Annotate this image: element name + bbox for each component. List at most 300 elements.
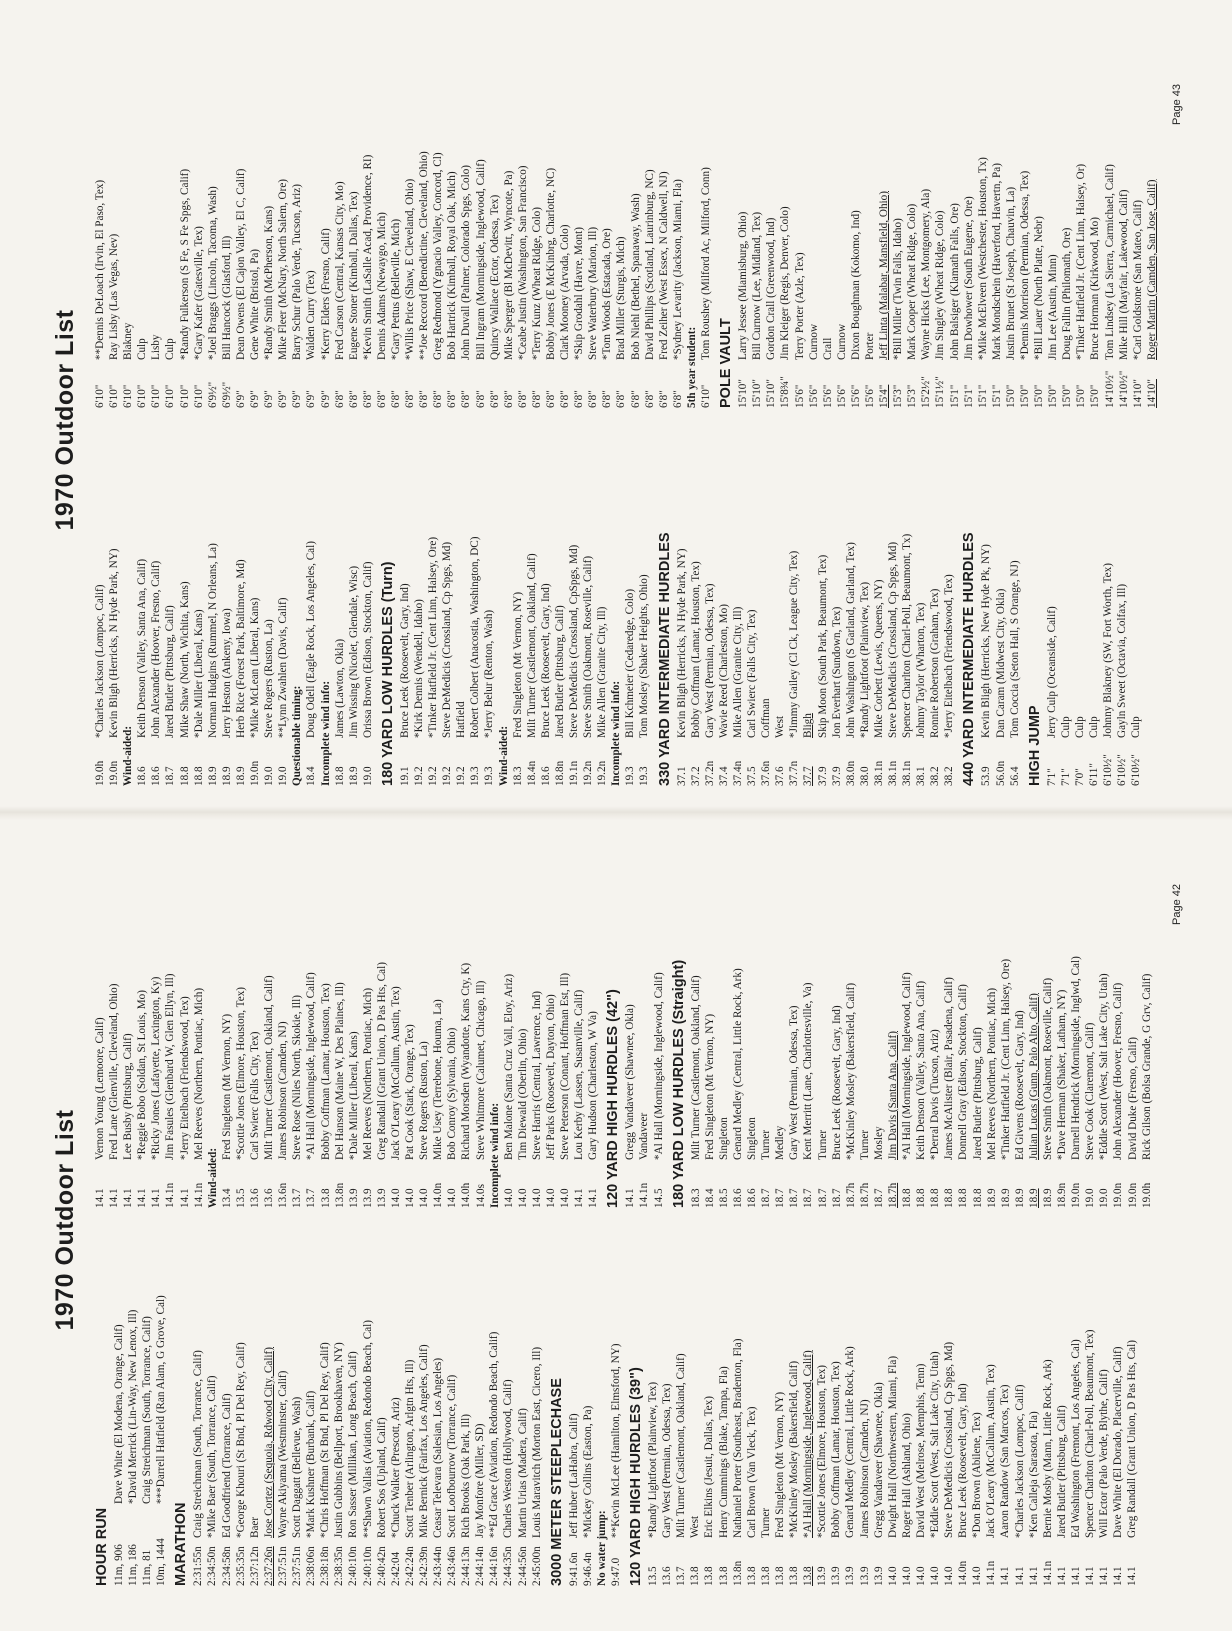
result-mark: 14.0 [530,1188,543,1208]
athlete-entry: Dave White (El Modena, Orange, Calif) [113,1324,125,1504]
result-mark: 6'8" [347,390,360,408]
result-mark: 56.4 [1008,766,1021,786]
result-row [1101,426,1115,786]
result-mark: 14.1 [150,1188,163,1208]
result-mark: 18.4 [703,1188,716,1208]
result-mark: 18.7h [858,1182,871,1208]
athlete-entry: Jared Butler (Pittsburg, Calif) [553,605,566,738]
result-row [206,426,220,786]
result-row [347,48,361,408]
athlete-entry: Lisby [150,334,163,360]
result-row [1027,848,1041,1208]
result-mark: 18.9 [347,766,360,786]
result-row [928,1226,942,1586]
athlete-entry: Culp [1059,716,1072,738]
athlete-entry: *Mike McElveen (Westchester, Houston, Tx) [976,157,989,360]
athlete-entry: Ron Sasser (Millikan, Long Beach, Calif) [347,1351,360,1538]
left-column [93,1226,1139,1586]
result-row [135,848,149,1208]
result-row [609,1226,623,1586]
result-row [502,48,516,408]
result-row [290,1226,304,1586]
result-row [1004,48,1018,408]
result-row [403,1226,417,1586]
result-mark: 6'8" [333,390,346,408]
result-mark: 2:35:35n [234,1546,247,1586]
result-mark: 14.1 [122,1188,135,1208]
result-mark: 18.9 [220,766,233,786]
result-mark: 38.0 [858,766,871,786]
result-row [1041,1226,1055,1586]
event-heading: HIGH JUMP [1026,705,1043,786]
result-mark: 6'9" [291,390,304,408]
athlete-entry: Jack O'Leary (McCallum, Austin, Tex) [985,1364,998,1538]
result-mark: 13.8n [333,1182,346,1208]
athlete-entry: Vernon Young (Lemoore, Calif) [94,1017,106,1160]
athlete-entry: Culp [164,338,177,360]
result-row [192,848,206,1208]
result-row [971,848,985,1208]
result-mark: 14.0 [516,1188,529,1208]
result-row [816,426,830,786]
result-row [318,1226,332,1586]
result-row [121,48,135,408]
result-mark: 13.9 [844,1566,857,1586]
result-row [835,48,849,408]
result-mark: 13.9 [858,1566,871,1586]
athlete-entry: Mel Reeves (Northern, Pontiac, Mich) [985,987,998,1160]
result-row [149,848,163,1208]
athlete-entry: Steve Peterson (Conant, Hoffman Est, Ill) [559,972,572,1160]
result-row [248,848,262,1208]
athlete-entry: Rick Gilson (Bolsa Grande, G Grv, Calif) [1140,973,1153,1160]
athlete-entry: Charles Weston (Hollywood, Calif) [502,1379,515,1538]
result-row [220,848,234,1208]
result-mark: 6'8" [502,390,515,408]
result-row [962,48,976,408]
result-row [220,48,234,408]
athlete-entry: Ed Washington (Fremont, Los Angeles, Cal) [1069,1339,1082,1538]
result-mark: 15'6" [835,384,848,408]
athlete-entry: Steve Rose (Niles North, Skokie, Ill) [291,995,304,1160]
result-mark: 14.1 [999,1566,1012,1586]
athlete-entry: Lee Busby (Pittsburg, Calif) [122,1033,135,1160]
athlete-entry: Greg Randall (Grant Union, D Pas Hts, Cal) [1126,1340,1139,1538]
result-mark: 14.0 [446,1188,459,1208]
result-mark: 2:38:06n [305,1546,318,1586]
result-mark: 6'10" [164,384,177,408]
result-row [1059,426,1073,786]
athlete-entry: *Al Hall (Morningside, Inglewood, Calif) [305,972,318,1160]
athlete-entry: Steve DeMedicis (Crossland, Cp Spgs, Md) [441,541,454,738]
result-mark: 2:43:46n [446,1546,459,1586]
page-number: Page 42 [1171,884,1183,925]
result-mark: 18.8n [553,760,566,786]
result-row [637,848,651,1208]
result-row [999,848,1013,1208]
result-mark: 19.3 [638,766,651,786]
result-mark: 13.7 [675,1566,688,1586]
athlete-entry: *Kirk Dennis (Wendell, Idaho) [412,599,425,738]
result-row [431,1226,445,1586]
result-row [276,848,290,1208]
result-mark: 6'9½" [220,381,233,408]
result-mark: 13.9 [830,1566,843,1586]
athlete-entry: Turner [816,1129,829,1160]
athlete-entry: Jim Fasules (Glenbard W, Glen Ellyn, Ill) [164,973,177,1160]
result-mark: 15'1" [962,384,975,408]
result-mark: 15'6" [821,384,834,408]
result-row [93,426,107,786]
result-row [1097,848,1111,1208]
athlete-entry: Pat Cook (Stark, Orange, Tex) [404,1024,417,1160]
result-mark: 14.0n [432,1182,445,1208]
result-mark: 6'9" [305,390,318,408]
result-row [1140,848,1154,1208]
result-row [1032,48,1046,408]
athlete-entry: *Tinker Hatfield Jr. (Cent Linn, Halsey, Ore) [427,536,440,738]
result-mark: 14.1n [1041,1560,1054,1586]
result-mark: 2:42:04 [389,1551,402,1586]
athlete-entry: Gregg Vandaveer (Shawnee, Okla) [872,1382,885,1538]
athlete-entry: Bruce Leek (Roosevelt, Gary, Ind) [830,1005,843,1160]
athlete-entry: ***Darrell Hatfield (Ran Alam, G Grove, Cal) [155,1295,168,1504]
athlete-entry: *Randy Smith (McPherson, Kans) [263,205,276,360]
result-mark: 14.1 [587,1188,600,1208]
athlete-entry: *Charles Jackson (Lompoc, Calif) [1013,1384,1026,1538]
result-row [567,1226,581,1586]
athlete-entry: Aaron Randow (San Marcos, Tex) [999,1384,1012,1538]
result-mark: 6'9" [234,390,247,408]
result-mark: 19.0n [108,760,121,786]
result-mark: 2:34:58n [220,1546,233,1586]
athlete-entry: *Kevin Smith (LaSalle Acad, Providence, RI) [361,154,374,360]
result-mark: 15'6" [807,384,820,408]
result-mark: 14.1 [108,1188,121,1208]
result-row [333,426,347,786]
result-mark: 6'8" [474,390,487,408]
athlete-entry: Johnny Blakney (SW, Fort Worth, Tex) [1102,563,1115,738]
result-mark: 14.1 [1084,1566,1096,1586]
athlete-entry: Culp [1088,716,1100,738]
athlete-entry: Wavie Reed (Charleston, Mo) [717,604,730,738]
result-row [488,48,502,408]
result-row [731,848,745,1208]
result-mark: 18.9 [234,766,247,786]
result-row [361,48,375,408]
athlete-entry: Bill Curnow (Lee, Midland, Tex) [751,211,764,360]
result-row [1088,48,1102,408]
athlete-entry: *Al Hall (Morningside, Inglewood, Calif) [901,972,914,1160]
result-row [501,1226,515,1586]
athlete-entry: Singleton [717,1117,730,1160]
athlete-entry: Jerry Culp (Oceanside, Calif) [1045,606,1058,738]
athlete-entry: Scott Daggatt (Bellevue, Wash) [291,1396,304,1538]
result-row [778,48,792,408]
result-mark: 14.0 [418,1188,431,1208]
athlete-entry: Gene White (Bristol, Pa) [249,248,262,360]
result-mark: 6'8" [601,390,614,408]
athlete-entry: Clark Mooney (Arvada, Colo) [559,224,572,360]
result-row [919,48,933,408]
right-column [93,48,1159,408]
result-row [135,48,149,408]
result-mark: 18.8 [943,1188,956,1208]
result-mark: 19.0h [94,760,106,786]
athlete-entry: Gregg Vandaveer (Shawnee, Okla) [624,1004,637,1160]
sub-heading: Incomplete wind info: [319,680,332,786]
event-heading: HOUR RUN [94,1507,110,1586]
result-row [948,48,962,408]
left-column [93,426,1143,786]
result-row [248,426,262,786]
athlete-entry: Mark Mondschein (Haverford, Havertn, Pa) [990,163,1003,360]
athlete-entry: Ben Malone (Santa Cruz Vall, Eloy, Ariz) [502,973,515,1160]
result-mark: 14.0 [943,1566,956,1586]
result-row [473,1226,487,1586]
athlete-entry: Bobby Coffman (Lamar, Houston, Tex) [830,1361,843,1538]
result-mark: 13.8 [773,1566,786,1586]
athlete-entry: Turner [858,1129,871,1160]
result-row [1013,1226,1027,1586]
athlete-entry: *Kerry Elders (Fresno, Calif) [319,228,332,360]
athlete-entry: *Randy Lightfoot (Plainview, Tex) [858,581,871,738]
result-row [703,426,717,786]
result-mark: 53.9 [980,766,993,786]
athlete-entry: **Ed Grace (Aviation, Redondo Beach, Calif) [488,1331,501,1538]
result-mark: 6'10½" [1130,754,1143,786]
result-row [454,426,468,786]
event-heading: POLE VAULT [718,318,735,408]
athlete-entry: *Don Brown (Abilene, Tex) [971,1412,984,1538]
result-row [445,48,459,408]
result-mark: 14.1 [1112,1566,1125,1586]
result-mark: 14.0 [502,1188,515,1208]
athlete-entry: Mike Allen (Granite City, Ill) [731,606,744,738]
result-mark: 56.0n [994,760,1007,786]
result-row [1083,848,1097,1208]
result-mark: 7'0" [1073,768,1086,786]
athlete-entry: John Balsiger (Klamath Falls, Ore) [948,203,961,360]
result-row [994,426,1008,786]
athlete-entry: Bill Hancock (Glasford, Ill) [220,235,233,360]
result-mark: 18.6 [136,766,149,786]
athlete-entry: Carl Brown (Van Vleck, Tex) [745,1406,758,1538]
athlete-entry: **Lynn Zwahlen (Davis, Calif) [277,597,290,738]
result-mark: 18.9 [1013,1188,1026,1208]
result-row [787,848,801,1208]
athlete-entry: Justin Gubbins (Bellport, Brookhaven, NY) [333,1342,346,1538]
result-row [830,426,844,786]
athlete-entry: Kevin Bligh (Herricks, N Hyde Park, NY) [675,548,688,738]
athlete-entry: Ed Givens (Roosevelt, Gary, Ind) [1013,1010,1026,1160]
result-mark: 13.6 [661,1566,674,1586]
result-mark: 14'10" [1131,379,1144,408]
result-mark: 14.0 [914,1566,927,1586]
result-mark: 18.8 [971,1188,984,1208]
result-mark: 6'10" [178,384,191,408]
result-row [671,48,685,408]
result-row [637,426,651,786]
result-row [807,48,821,408]
result-mark: 18.9n [1056,1182,1069,1208]
result-mark: 19.0n [249,760,262,786]
result-row [984,1226,998,1586]
athlete-entry: Fred Singleton (Mt Vernon, NY) [511,591,524,738]
result-mark: 19.1n [568,760,580,786]
result-mark: 2:34:50n [206,1546,219,1586]
result-row [445,1226,459,1586]
athlete-entry: **Dennis DeLoach (Irvin, El Paso, Tex) [94,179,106,360]
athlete-entry: Steve Waterbury (Marion, Ill) [587,226,600,360]
result-row [787,426,801,786]
athlete-entry: Louis Maravitch (Morton East, Cicero, Ill) [530,1346,543,1538]
sub-heading: Wind-aided: [122,725,135,786]
athlete-entry: Milt Turner (Castlemont, Oakland, Calif) [263,975,276,1160]
result-row [652,848,666,1208]
result-mark: 37.5 [746,766,759,786]
page-43 [41,40,1191,800]
athlete-entry: Carl Swierc (Falls City, Tex) [746,609,759,738]
result-mark: 6'8" [657,390,670,408]
athlete-entry: Larry Jessee (Miamisburg, Ohio) [737,211,750,360]
athlete-entry: Jim Dowhower (South Eugene, Ore) [962,196,975,360]
athlete-entry: Ray Lisby (Las Vegas, Nev) [108,233,121,360]
athlete-entry: Gordon Crall (Greenwood, Ind) [765,217,778,360]
athlete-entry: Bruce Leek (Roosevelt, Gary, Ind) [539,583,552,738]
result-row [290,848,304,1208]
result-row [572,848,586,1208]
result-mark: 15'8¾" [779,376,792,408]
athlete-entry: *Tinker Hatfield Jr. (Cent Linn, Halsey, Ore) [999,958,1012,1160]
athlete-entry: Jeff Parks (Roosevelt, Dayton, Ohio) [545,994,557,1160]
athlete-entry: Jeff Linta (Malabar, Mansfield, Ohio) [878,191,891,360]
result-row [928,426,942,786]
athlete-entry: Wayne Akiyama (Westminster, Calif) [276,1370,289,1538]
athlete-entry: Mike Usey (Terrebone, Houma, La) [432,999,445,1160]
result-row [375,1226,389,1586]
result-row [234,426,248,786]
result-mark: 2:44:14n [474,1546,487,1586]
athlete-entry: *Dennis Morrison (Permian, Odessa, Tex) [1019,170,1031,360]
result-mark: 13.8 [703,1566,716,1586]
result-mark: 15'0" [1047,384,1060,408]
athlete-entry: Darnell Hendrick (Morningside, Inglwd, Cal) [1070,956,1083,1160]
result-row [689,426,703,786]
result-row [333,848,347,1208]
result-row [872,1226,886,1586]
result-row [745,848,759,1208]
result-mark: 2:43:44n [431,1546,444,1586]
athlete-entry: Genard Medley (Central, Little Rock, Ark) [844,1346,857,1538]
result-row [942,848,956,1208]
result-row [361,426,375,786]
result-mark: 2:38:18n [319,1546,332,1586]
result-mark: 6'8" [446,390,459,408]
athlete-entry: Ronnie Robertson (Graham, Tex) [929,588,942,738]
result-row [933,48,947,408]
athlete-entry: Roger Martin (Camden, San Jose, Calif) [1145,179,1158,360]
result-mark: 18.9 [206,766,219,786]
result-row [375,848,389,1208]
result-row [1126,848,1140,1208]
athlete-entry: Steve Rogers (Ruston, La) [263,619,276,738]
result-row [1087,426,1101,786]
result-mark: 13.9 [872,1566,885,1586]
result-row [511,426,525,786]
result-row [474,48,488,408]
result-row [290,48,304,408]
result-row [731,1226,745,1586]
result-mark: 18.5 [717,1188,730,1208]
result-row [942,426,956,786]
result-row [234,848,248,1208]
result-mark: 14.1 [178,1188,191,1208]
athlete-entry: *Scottie Jones (Elmore, Houston, Tex) [816,1364,829,1538]
athlete-entry: *Reggie Bobo (Soldan, St Louis, Mo) [136,990,149,1160]
athlete-entry: *Gary Pettus (Belleville, Mich) [389,218,402,360]
athlete-entry: John Duvall (Palmer, Colorado Spgs, Colo) [460,164,473,360]
result-mark: 15'4" [878,384,891,408]
athlete-entry: David Duke (Fresno, Calif) [1126,1036,1139,1160]
result-mark: 2:40:10n [361,1546,374,1586]
result-mark: 6'11" [1088,763,1100,786]
result-row [1111,1226,1125,1586]
athlete-entry: Milt Turner (Castlemont, Oakland, Calif) [689,975,702,1160]
result-mark: 37.2n [703,760,716,786]
athlete-entry: Steve DeMedicis (Crossland, CpSpgs, Md) [568,544,580,738]
athlete-entry: Turner [760,1129,773,1160]
athlete-entry: Culp [1073,716,1086,738]
result-mark: 14.1 [1126,1566,1139,1586]
result-row [431,848,445,1208]
athlete-entry: Bobby Coffman (Lamar, Houston, Tex) [319,983,332,1160]
result-mark: 6'8" [573,390,586,408]
result-mark: 14.0s [474,1184,487,1208]
athlete-entry: Vandaveer [638,1112,651,1160]
result-row [431,48,445,408]
athlete-entry: Bobby Coffman (Lamar, Houston, Tex) [689,561,702,738]
result-row [530,48,544,408]
athlete-entry: *Randy Lightfoot (Plainview, Tex) [647,1381,660,1538]
result-mark: 13.7 [291,1188,304,1208]
result-row [93,848,107,1208]
athlete-entry: Quincy Wallace (Ector, Odessa, Tex) [488,194,501,360]
athlete-entry: Genard Medley (Central, Little Rock, Ark) [731,968,744,1160]
result-row [815,1226,829,1586]
result-row [629,48,643,408]
result-mark: 14'10½" [1117,370,1130,408]
result-mark: 18.3 [689,1188,702,1208]
result-mark: 14'10" [1145,379,1158,408]
result-row [801,1226,815,1586]
right-column [93,848,1154,1208]
result-mark: 38.2 [929,766,942,786]
athlete-entry: *McKinley Mosley (Bakersfield, Calif) [844,982,857,1160]
result-mark: 11m, 81 [141,1549,154,1586]
result-mark: 14.1 [1055,1566,1068,1586]
athlete-entry: Fred Singleton (Mt Vernon, NY) [773,1391,786,1538]
result-row [998,1226,1012,1586]
result-row [891,48,905,408]
result-mark: 38.1n [901,760,914,786]
athlete-entry: Keith Denson (Valley, Santa Ana, Calif) [136,558,149,738]
page-title: 1970 Outdoor List [51,1109,79,1331]
result-mark: 13.8 [319,1188,332,1208]
result-mark: 11m, 906 [113,1544,125,1586]
result-row [1041,848,1055,1208]
result-row [1013,848,1027,1208]
